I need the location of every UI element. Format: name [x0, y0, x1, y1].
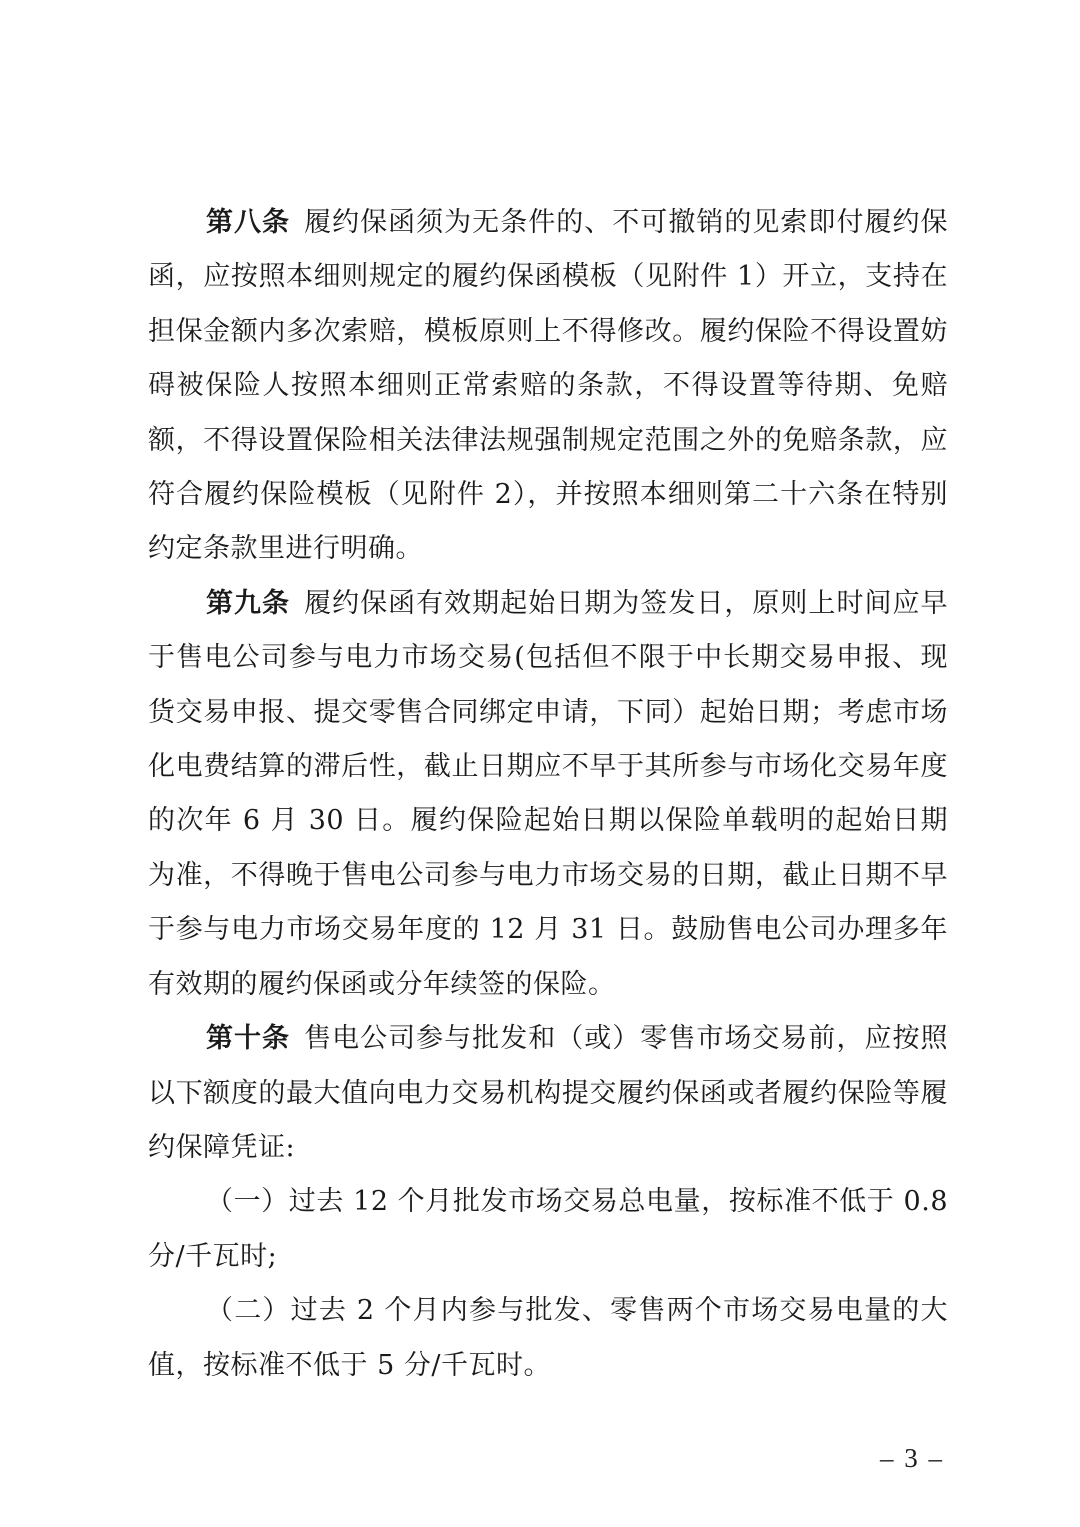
article-8-heading: 第八条	[206, 207, 291, 238]
article-10-heading: 第十条	[206, 1023, 291, 1055]
article-8-body: 履约保函须为无条件的、不可撤销的见索即付履约保函，应按照本细则规定的履约保函模板（见附件 1）开立，支持在担保金额内多次索赔，模板原则上不得修改。履约保险不得设置妨碍被保险人按照本细则正常索赔的条款，不得设置等待期、免赔额，不得设置保险相关法律法规强制规定范围之外的免赔条款，应符合履约保险模板（见附件 2），并按照本细则第二十六条在特别约定条款里进行明确。	[148, 207, 949, 565]
list-item-2: （二）过去 2 个月内参与批发、零售两个市场交易电量的大值，按标准不低于 5 分/千瓦时。	[148, 1295, 948, 1381]
article-9-body: 履约保函有效期起始日期为签发日，原则上时间应早于售电公司参与电力市场交易(包括但不限于中长期交易申报、现货交易申报、提交零售合同绑定申请，下同）起始日期；考虑市场化电费结算的滞后性，截止日期应不早于其所参与市场化交易年度的次年 6 月 30 日。履约保险起始日期以保险单载明的起始日期为准，不得晚于售电公司参与电力市场交易的日期，截止日期不早于参与电力市场交易年度的 12 月 31 日。鼓励售电公司办理多年有效期的履约保函或分年续签的保险。	[148, 587, 949, 1000]
article-10	[148, 1012, 948, 1175]
document-body	[148, 196, 948, 1393]
page-number: – 3 –	[880, 1443, 944, 1473]
article-9	[148, 577, 948, 1012]
article-8	[148, 196, 948, 577]
article-9-heading: 第九条	[206, 587, 291, 619]
article-10-body: 售电公司参与批发和（或）零售市场交易前，应按照以下额度的最大值向电力交易机构提交履约保函或者履约保险等履约保障凭证:	[148, 1023, 949, 1163]
list-item-1: （一）过去 12 个月批发市场交易总电量，按标准不低于 0.8 分/千瓦时;	[148, 1186, 948, 1272]
